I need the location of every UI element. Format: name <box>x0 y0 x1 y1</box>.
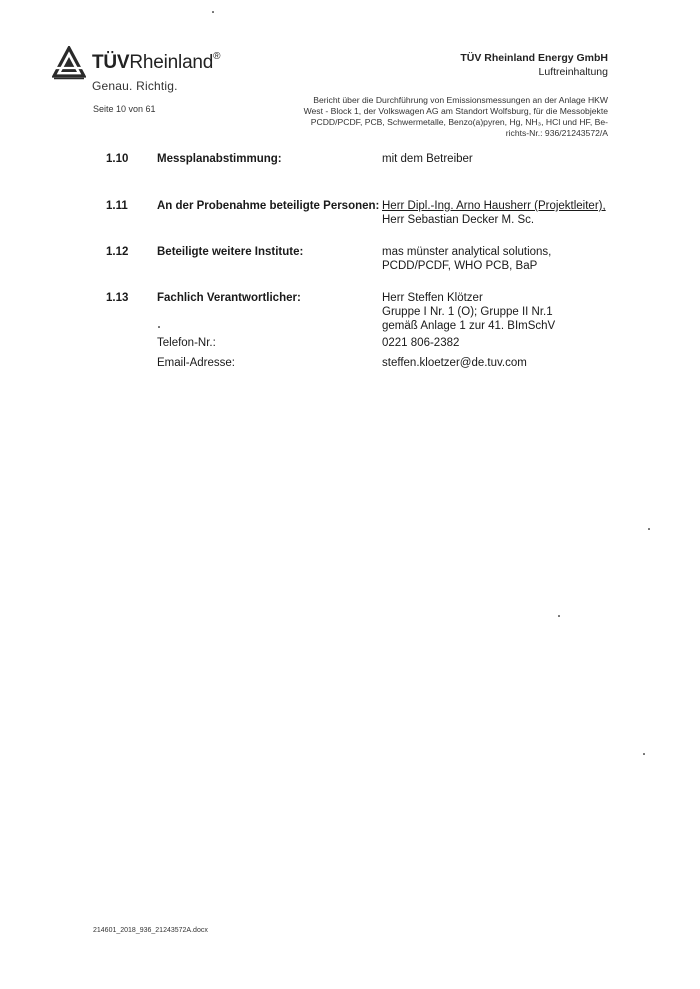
tuv-triangle-logo-icon <box>52 46 86 80</box>
registered-mark: ® <box>213 50 221 62</box>
section-value <box>382 199 606 227</box>
company-name: TÜV Rheinland Energy GmbH <box>460 52 608 64</box>
value-line: Gruppe I Nr. 1 (O); Gruppe II Nr.1 <box>382 306 553 318</box>
section-label: Fachlich Verantwortlicher: <box>157 292 301 304</box>
company-block <box>460 51 608 79</box>
value-line: Herr Sebastian Decker M. Sc. <box>382 214 535 226</box>
report-reference <box>248 95 608 139</box>
brand-light: Rheinland <box>129 52 214 73</box>
report-reference-line: richts-Nr.: 936/21243572/A <box>505 128 608 138</box>
email-label: Email-Adresse: <box>157 357 235 369</box>
page-number: Seite 10 von 61 <box>93 104 156 114</box>
section-label: Beteiligte weitere Institute: <box>157 246 304 258</box>
value-line: mit dem Betreiber <box>382 153 473 165</box>
section-number: 1.10 <box>106 153 129 165</box>
brand-name <box>92 52 220 74</box>
footer-filename: 214601_2018_936_21243572A.docx <box>93 927 208 934</box>
scan-speck <box>648 528 650 530</box>
report-reference-line: PCDD/PCDF, PCB, Schwermetalle, Benzo(a)pyren, Hg, NH₃, HCl und HF, Be- <box>310 117 608 127</box>
scan-speck <box>158 326 160 328</box>
brand-claim: Genau. Richtig. <box>92 79 178 93</box>
scan-speck <box>643 753 645 755</box>
section-value <box>382 152 473 166</box>
department: Luftreinhaltung <box>538 66 608 78</box>
value-line: PCDD/PCDF, WHO PCB, BaP <box>382 260 538 272</box>
section-number: 1.11 <box>106 200 128 212</box>
section-value <box>382 245 551 273</box>
section-label: Messplanabstimmung: <box>157 153 282 165</box>
section-value <box>382 291 555 333</box>
email-value: steffen.kloetzer@de.tuv.com <box>382 357 527 369</box>
section-number: 1.13 <box>106 292 129 304</box>
phone-value: 0221 806-2382 <box>382 337 460 349</box>
brand-bold: TÜV <box>92 52 130 73</box>
value-line: gemäß Anlage 1 zur 41. BImSchV <box>382 320 556 332</box>
phone-label: Telefon-Nr.: <box>157 337 216 349</box>
report-reference-line: Bericht über die Durchführung von Emissionsmessungen an der Anlage HKW <box>313 95 608 105</box>
report-reference-line: West - Block 1, der Volkswagen AG am Standort Wolfsburg, für die Messobjekte <box>303 106 608 116</box>
value-line: mas münster analytical solutions, <box>382 246 552 258</box>
scan-speck <box>212 11 214 13</box>
value-line: Herr Dipl.-Ing. Arno Hausherr (Projektleiter), <box>382 200 606 212</box>
value-line: Herr Steffen Klötzer <box>382 292 483 304</box>
section-label: An der Probenahme beteiligte Personen: <box>157 200 380 212</box>
scan-speck <box>558 615 560 617</box>
section-number: 1.12 <box>106 246 129 258</box>
